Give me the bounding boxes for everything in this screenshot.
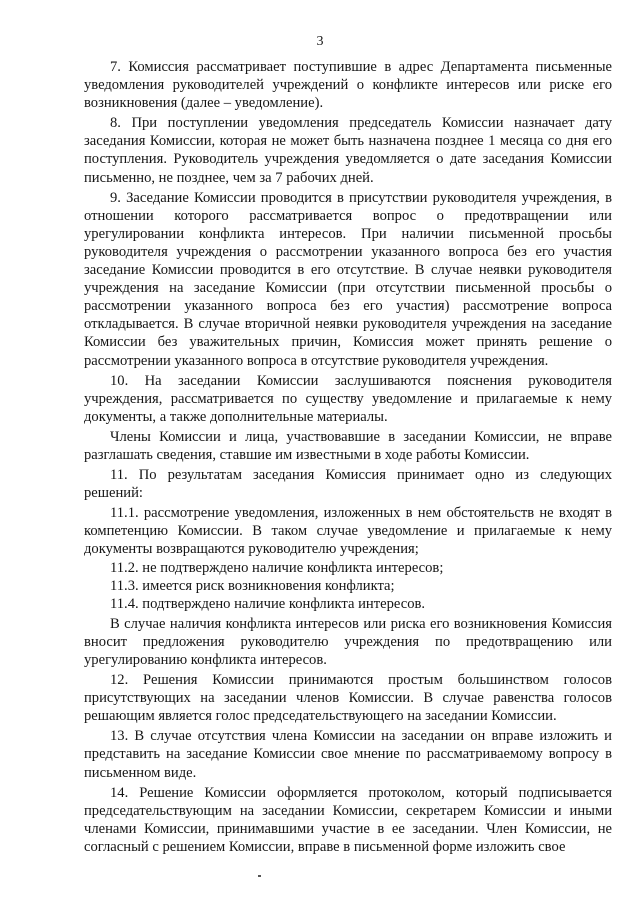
paragraph-conflict-proposals: В случае наличия конфликта интересов или риска его возникновения Комиссия вносит предложения руководителю учреждения по предотвращению или урегулированию конфликта интересов.: [84, 615, 612, 668]
paragraph-11-3: 11.3. имеется риск возникновения конфликта;: [110, 577, 395, 594]
page-number: 3: [316, 34, 324, 49]
paragraph-11-4: 11.4. подтверждено наличие конфликта интересов.: [110, 595, 426, 612]
document-body: [84, 58, 612, 856]
paragraph-11-2: 11.2. не подтверждено наличие конфликта интересов;: [110, 559, 444, 576]
paragraph-7: 7. Комиссия рассматривает поступившие в адрес Департамента письменные уведомления руководителей учреждений о конфликте интересов или риске его возникновения (далее – уведомление).: [84, 59, 612, 112]
paragraph-12: 12. Решения Комиссии принимаются простым большинством голосов присутствующих на заседании членов Комиссии. В случае равенства голосов решающим является голос председательствующего на заседании Комиссии.: [84, 672, 612, 725]
paragraph-13: 13. В случае отсутствия члена Комиссии на заседании он вправе изложить и представить на заседание Комиссии свое мнение по рассматриваемому вопросу в письменном виде.: [84, 728, 612, 781]
paragraph-11-1: 11.1. рассмотрение уведомления, изложенных в нем обстоятельств не входят в компетенцию Комиссии. В таком случае уведомление и прилагаемые к нему документы возвращаются руководителю учреждения;: [84, 505, 612, 558]
paragraph-10: 10. На заседании Комиссии заслушиваются пояснения руководителя учреждения, рассматривается по существу уведомление и прилагаемые к нему документы, а также дополнительные материалы.: [84, 372, 612, 425]
paragraph-9: 9. Заседание Комиссии проводится в присутствии руководителя учреждения, в отношении которого рассматривается вопрос о предотвращении или урегулировании конфликта интересов. При наличии письменной просьбы руководителя учреждения о рассмотрении указанного вопроса без его участия заседание Комиссии проводится в его отсутствие. В случае неявки руководителя учреждения на заседание Комиссии (при отсутствии письменной просьбы о рассмотрении указанного вопроса без его участия) рассмотрение вопроса откладывается. В случае вторичной неявки руководителя учреждения на заседание Комиссии без уважительных причин, Комиссия может принять решение о рассмотрении указанного вопроса в отсутствие руководителя учреждения.: [84, 189, 612, 369]
paragraph-11: 11. По результатам заседания Комиссия принимает одно из следующих решений:: [84, 467, 612, 502]
paragraph-14: 14. Решение Комиссии оформляется протоколом, который подписывается председательствующим на заседании Комиссии, секретарем Комиссии и иными членами Комиссии, принимавшими участие в ее заседании. Член Комиссии, не согласный с решением Комиссии, вправе в письменной форме изложить свое: [84, 784, 612, 855]
scan-speck: [258, 875, 261, 877]
paragraph-8: 8. При поступлении уведомления председатель Комиссии назначает дату заседания Комиссии, которая не может быть назначена позднее 1 месяца со дня его поступления. Руководитель учреждения уведомляется о дате заседания Комиссии письменно, не позднее, чем за 7 рабочих дней.: [84, 115, 612, 186]
paragraph-confidentiality: Члены Комиссии и лица, участвовавшие в заседании Комиссии, не вправе разглашать сведения, ставшие им известными в ходе работы Комиссии.: [84, 428, 612, 463]
